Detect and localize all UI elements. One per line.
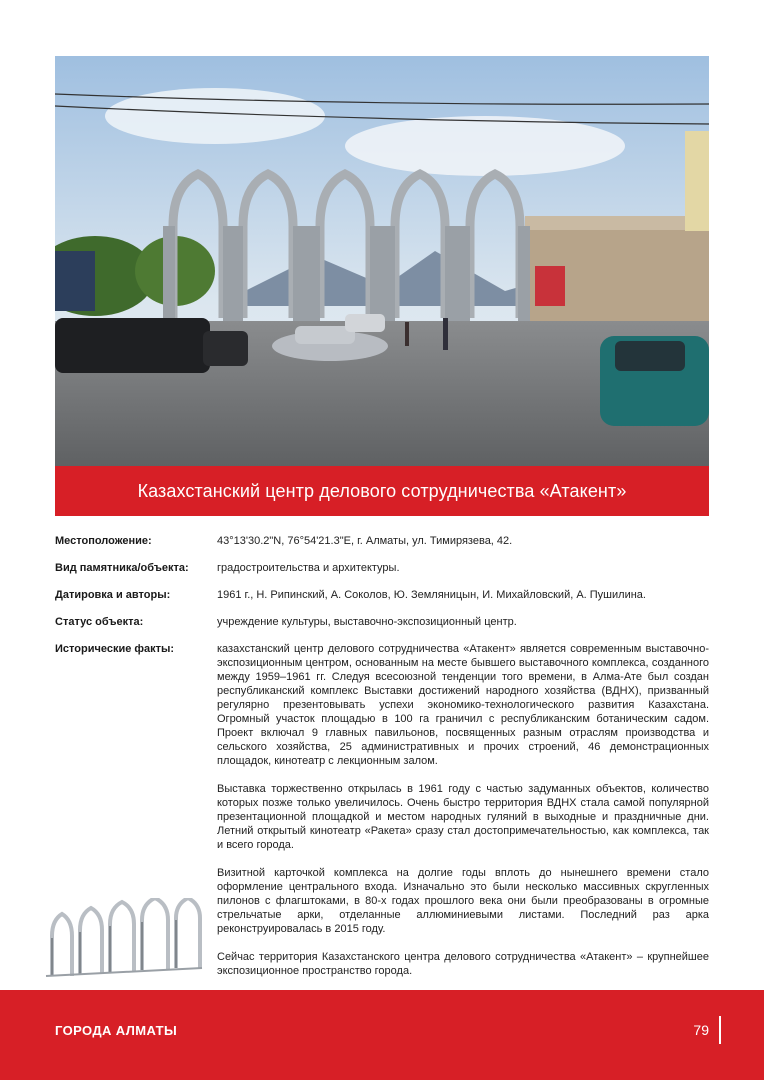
info-row-type [55, 561, 709, 575]
page-footer [0, 990, 764, 1080]
page-number: 79 [693, 1022, 709, 1038]
history-text [217, 642, 709, 992]
info-value: 1961 г., Н. Рипинский, А. Соколов, Ю. Земляницын, И. Михайловский, А. Пушилина. [217, 589, 646, 601]
arches-drawing-icon [44, 898, 204, 978]
info-label: Местоположение: [55, 535, 152, 547]
info-value: учреждение культуры, выставочно-экспозиционный центр. [217, 616, 517, 628]
info-label: Датировка и авторы: [55, 589, 171, 601]
info-label: Статус объекта: [55, 616, 144, 628]
info-row-location [55, 534, 709, 548]
history-paragraph: Сейчас территория Казахстанского центра делового сотрудничества «Атакент» – крупнейшее экспозиционное пространство города. [217, 951, 709, 977]
info-label: Исторические факты: [55, 643, 175, 655]
atakent-photo [55, 56, 709, 466]
footer-section-title: ГОРОДА АЛМАТЫ [55, 1023, 178, 1038]
atakent-arches-photo-icon [55, 56, 709, 466]
info-label: Вид памятника/объекта: [55, 562, 189, 574]
history-paragraph: Выставка торжественно открылась в 1961 году с частью задуманных объектов, количество которых позже только увеличилось. Очень быстро территория ВДНХ стала самой популярной презентационной площадкой и местом народных гуляний в выходные и праздничные дни. Летний открытый кинотеатр «Ракета» сразу стал достопримечательностью, как комплекса, так и всего города. [217, 783, 709, 851]
footer-divider [719, 1016, 721, 1044]
object-title: Казахстанский центр делового сотрудничества «Атакент» [55, 466, 709, 516]
info-row-status [55, 615, 709, 629]
info-value: градостроительства и архитектуры. [217, 562, 400, 574]
history-paragraph: казахстанский центр делового сотрудничества «Атакент» является современным выставочно-экспозиционным центром, основанным на месте бывшего выставочного комплекса, созданного между 1959–1961 гг. Следуя всесоюзной тенденции того времени, в Алма-Ате был создан республиканский комплекс Выставки достижений народного хозяйства (ВДНХ), призванный регулярно презентовывать успехи экономико-технологического развития Казахстана. Огромный участок площадью в 100 га граничил с республиканским ботаническим садом. Проект включал 9 главных павильонов, посвященных разным отраслям производства и сельского хозяйства, 25 административных и прочих строений, 46 демонстрационных площадок, кинотеатр с лекционным залом. [217, 643, 709, 767]
history-paragraph: Визитной карточкой комплекса на долгие годы вплоть до нынешнего времени стало оформление центрального входа. Изначально это были несколько массивных скругленных пилонов с флагштоками, в 80-х годах прошлого века они были преобразованы в огромные стрельчатые арки, отделанные аллюминиевыми листами. Последний раз арка реконструировалась в 2015 году. [217, 867, 709, 935]
info-value: 43°13'30.2"N, 76°54'21.3"E, г. Алматы, ул. Тимирязева, 42. [217, 535, 513, 547]
info-row-dating-authors [55, 588, 709, 602]
